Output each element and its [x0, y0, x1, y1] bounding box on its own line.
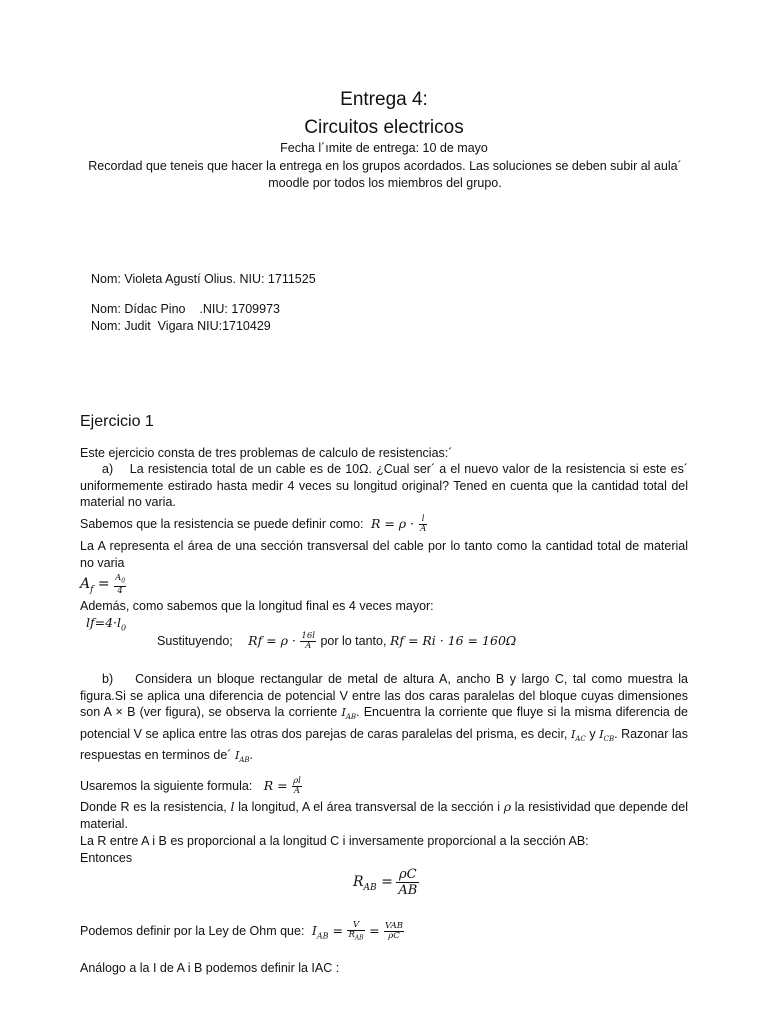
- student-1: Nom: Violeta Agustí Olius. NIU: 1711525: [91, 272, 316, 286]
- subst-result: Rf = Ri · 16 = 160Ω: [389, 632, 517, 648]
- formula-label: Usaremos la siguiente formula:: [80, 778, 253, 793]
- where-text-1: Donde R es la resistencia,: [80, 800, 227, 814]
- resistance-definition: [80, 515, 690, 534]
- rab-text: La R entre A i B es proporcional a la longitud C i inversamente proporcional a la sección AB:: [80, 834, 589, 848]
- problem-b-text-2: . Encuentra la corriente que fluye si la misma diferencia de potencial V se aplica entre las otras dos parejas de caras paralelas del prisma, es decir,: [80, 705, 688, 741]
- substitution-line: Sustituyendo; Rf = ρ · $\frac{16l}{A}$ por lo tanto, Rf = Ri · 16 = 160Ω: [157, 631, 517, 651]
- title-line-1: Entrega 4:: [340, 89, 428, 110]
- area-formula: $A_f$ = $\frac{A_0}{4}$: [80, 573, 126, 596]
- then-text: Entonces: [80, 851, 133, 865]
- problem-b: b) Considera un bloque rectangular de metal de altura A, ancho B y largo C, tal como muestra la figura.Si se aplica una diferencia de potencial V entre las dos caras paralelas del bloque cuyas dimensiones son A × B (ver figura), se observa la corriente $I_{AB}$. Encuentra la corriente que fluye si la misma diferencia de potencial V se aplica entre las otras dos parejas de caras paralelas del prisma, es decir, $I_{AC}$ y $I_{CB}$. Razonar las respuestas en terminos de´ $I_{AB}$.: [80, 672, 688, 765]
- student-2: Nom: Dídac Pino .NIU: 1709973: [91, 302, 280, 316]
- formula-line: Usaremos la siguiente formula: R = $\frac{\rho l}{A}$: [80, 776, 301, 796]
- deadline-text: Fecha l´ımite de entrega: 10 de mayo: [280, 141, 488, 155]
- resistance-formula: R = ρ · $\frac{l}{A}$: [366, 514, 427, 534]
- submission-note: Recordad que teneis que hacer la entrega en los grupos acordados. Las soluciones se deben subir al aula´ moodle por todos los miembros del grupo.: [88, 159, 682, 190]
- ohm-line: Podemos definir por la Ley de Ohm que: $I_{AB}$ = $\frac{V}{R_{AB}}$ = $\frac{\text{VAB}}{\rho C}$: [80, 920, 403, 942]
- analog-text: Análogo a la I de A i B podemos definir la IAC :: [80, 961, 340, 975]
- area-text: La A representa el área de una sección transversal del cable por lo tanto como la cantidad total de material no varia: [80, 539, 688, 570]
- subst-label: Sustituyendo;: [157, 633, 233, 648]
- subst-mid: por lo tanto,: [320, 633, 387, 648]
- length-text: Además, como sabemos que la longitud final es 4 veces mayor:: [80, 599, 434, 613]
- where-text-2: la longitud, A el área transversal de la sección i: [238, 800, 501, 814]
- exercise-intro: Este ejercicio consta de tres problemas de calculo de resistencias:´: [80, 446, 453, 460]
- problem-b-marker: b): [102, 672, 114, 686]
- lf-equation: lf=4·l: [86, 615, 122, 630]
- ohm-text: Podemos definir por la Ley de Ohm que:: [80, 924, 305, 939]
- exercise-heading: Ejercicio 1: [80, 413, 154, 430]
- resistance-def-text: Sabemos que la resistencia se puede definir como:: [80, 517, 364, 531]
- lf-subscript: 0: [121, 623, 127, 633]
- problem-b-text-y: y: [589, 726, 596, 741]
- problem-b-text-3: . Razonar las respuestas en terminos de´: [80, 726, 688, 763]
- problem-b-text-1: Considera un bloque rectangular de metal de altura A, ancho B y largo C, tal como muestra la figura.Si se aplica una diferencia de potencial V entre las dos caras paralelas del bloque cuyas dimensiones son A × B (ver figura), se observa la corriente: [80, 672, 688, 719]
- problem-a-marker: a): [102, 462, 114, 476]
- formula-explanation: Donde R es la resistencia, l la longitud, A el área transversal de la sección i ρ la resistividad que depende del material.: [80, 799, 688, 831]
- student-3: Nom: Judit Vigara NIU:1710429: [91, 319, 271, 333]
- rab-equation: $R_{AB}$ = $\frac{\rho C}{AB}$: [353, 867, 418, 898]
- problem-a-text: La resistencia total de un cable es de 10Ω. ¿Cual ser´ a el nuevo valor de la resistencia si este es´ uniformemente estirado hasta medir 4 veces su longitud original? Tened en cuenta que la cantidad total del material no varia.: [80, 462, 688, 509]
- problem-a: [80, 461, 688, 511]
- title-line-2: Circuitos electricos: [304, 117, 464, 138]
- where-text-3: la resistividad que depende del material.: [80, 800, 688, 831]
